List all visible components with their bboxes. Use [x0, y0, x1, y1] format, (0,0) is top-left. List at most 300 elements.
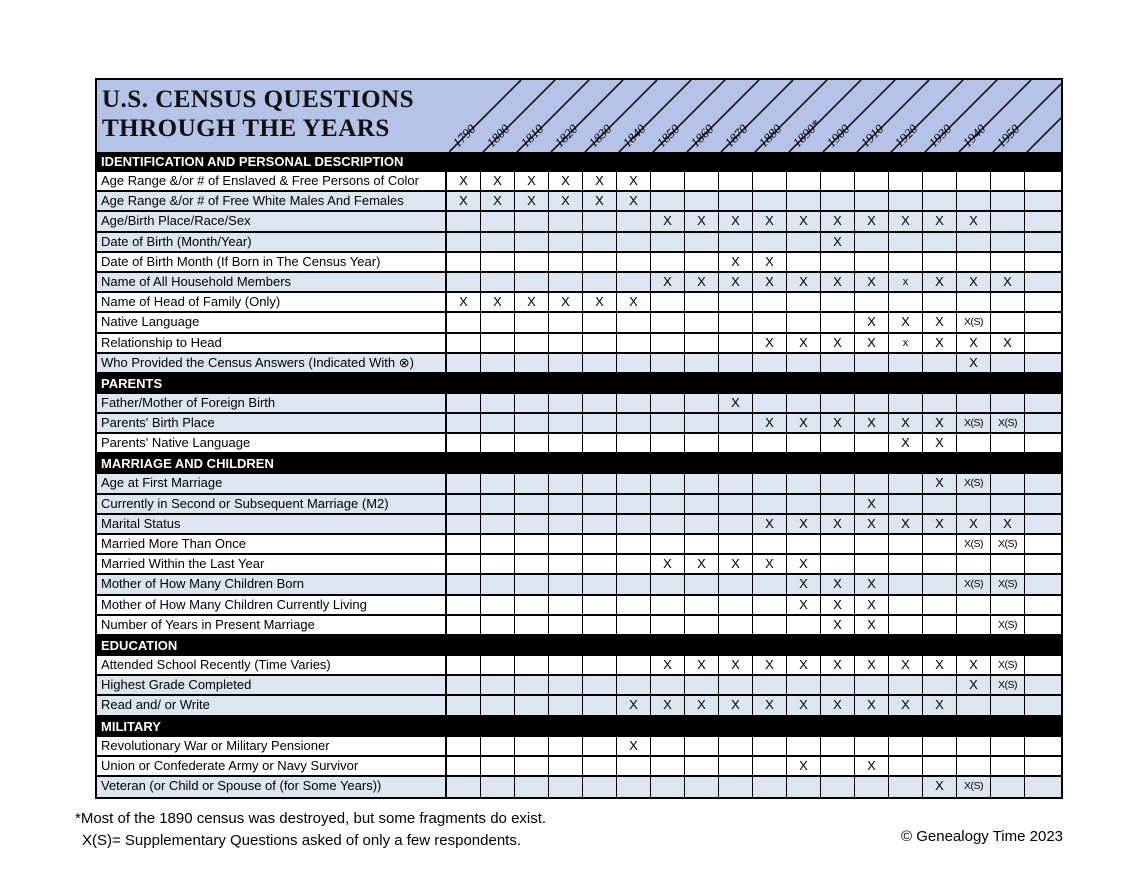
- year-label: 1800: [483, 121, 513, 151]
- empty-cell: [617, 434, 651, 452]
- mark-cell: X: [685, 696, 719, 714]
- mark-cell: X: [889, 313, 923, 331]
- empty-cell: [685, 334, 719, 352]
- empty-cell: [685, 495, 719, 513]
- mark-cell: X(S): [957, 575, 991, 593]
- empty-cell: [821, 535, 855, 553]
- empty-cell: [515, 273, 549, 291]
- empty-cell: [549, 596, 583, 614]
- empty-cell: [583, 212, 617, 230]
- mark-cell: X: [787, 334, 821, 352]
- empty-cell: [1025, 334, 1061, 352]
- empty-cell: [583, 495, 617, 513]
- mark-cell: X(S): [991, 575, 1025, 593]
- empty-cell: [1025, 757, 1061, 775]
- empty-cell: [855, 474, 889, 492]
- empty-cell: [855, 777, 889, 797]
- mark-cell: X(S): [991, 616, 1025, 634]
- table-row: [97, 172, 1061, 192]
- empty-cell: [753, 434, 787, 452]
- empty-cell: [753, 474, 787, 492]
- empty-cell: [1025, 414, 1061, 432]
- empty-cell: [1025, 212, 1061, 230]
- mark-cell: X: [889, 212, 923, 230]
- empty-cell: [447, 696, 481, 714]
- row-label: Native Language: [97, 313, 447, 331]
- empty-cell: [685, 616, 719, 634]
- empty-cell: [651, 354, 685, 372]
- empty-cell: [923, 535, 957, 553]
- section-header: IDENTIFICATION AND PERSONAL DESCRIPTION: [97, 152, 1061, 172]
- empty-cell: [753, 575, 787, 593]
- empty-cell: [651, 515, 685, 533]
- year-label: 1840: [619, 121, 649, 151]
- empty-cell: [583, 233, 617, 251]
- mark-cell: X: [753, 515, 787, 533]
- empty-cell: [923, 575, 957, 593]
- table-row: [97, 515, 1061, 535]
- empty-cell: [957, 394, 991, 412]
- mark-cell: X(S): [991, 535, 1025, 553]
- empty-cell: [447, 394, 481, 412]
- section-header: MARRIAGE AND CHILDREN: [97, 454, 1061, 474]
- mark-cell: X: [515, 192, 549, 210]
- diagonal-divider: [1027, 80, 1061, 152]
- empty-cell: [957, 495, 991, 513]
- footnote-supplementary: X(S)= Supplementary Questions asked of only a few respondents.: [82, 832, 521, 849]
- mark-cell: X(S): [957, 313, 991, 331]
- empty-cell: [821, 394, 855, 412]
- empty-cell: [1025, 233, 1061, 251]
- empty-cell: [787, 474, 821, 492]
- empty-cell: [719, 515, 753, 533]
- empty-cell: [617, 253, 651, 271]
- empty-cell: [549, 535, 583, 553]
- empty-cell: [787, 293, 821, 311]
- empty-cell: [515, 334, 549, 352]
- mark-cell: X(S): [991, 414, 1025, 432]
- mark-cell: X: [753, 414, 787, 432]
- mark-cell: X: [685, 273, 719, 291]
- mark-cell: X: [787, 575, 821, 593]
- empty-cell: [753, 737, 787, 755]
- empty-cell: [617, 757, 651, 775]
- empty-cell: [447, 676, 481, 694]
- empty-cell: [753, 535, 787, 553]
- empty-cell: [889, 474, 923, 492]
- empty-cell: [651, 535, 685, 553]
- empty-cell: [821, 253, 855, 271]
- empty-cell: [787, 434, 821, 452]
- empty-cell: [923, 394, 957, 412]
- mark-cell: X(S): [991, 656, 1025, 674]
- empty-cell: [651, 313, 685, 331]
- empty-cell: [821, 192, 855, 210]
- empty-cell: [549, 233, 583, 251]
- year-label: 1890*: [789, 116, 824, 151]
- empty-cell: [447, 616, 481, 634]
- mark-cell: X: [821, 273, 855, 291]
- mark-cell: X: [549, 293, 583, 311]
- empty-cell: [583, 696, 617, 714]
- section-header: MILITARY: [97, 717, 1061, 737]
- row-label: Relationship to Head: [97, 334, 447, 352]
- table-row: [97, 354, 1061, 374]
- row-label: Age Range &/or # of Enslaved & Free Persons of Color: [97, 172, 447, 190]
- empty-cell: [1025, 253, 1061, 271]
- mark-cell: X: [447, 192, 481, 210]
- mark-cell: X: [685, 212, 719, 230]
- empty-cell: [991, 233, 1025, 251]
- empty-cell: [821, 293, 855, 311]
- empty-cell: [821, 676, 855, 694]
- empty-cell: [923, 495, 957, 513]
- empty-cell: [481, 777, 515, 797]
- empty-cell: [685, 253, 719, 271]
- year-label: 1880: [755, 121, 785, 151]
- empty-cell: [481, 434, 515, 452]
- empty-cell: [889, 575, 923, 593]
- table-row: [97, 273, 1061, 293]
- empty-cell: [753, 777, 787, 797]
- empty-cell: [481, 394, 515, 412]
- empty-cell: [685, 535, 719, 553]
- empty-cell: [481, 696, 515, 714]
- table-row: [97, 212, 1061, 232]
- empty-cell: [1025, 172, 1061, 190]
- empty-cell: [787, 535, 821, 553]
- year-label: 1810: [517, 121, 547, 151]
- empty-cell: [957, 293, 991, 311]
- empty-cell: [515, 474, 549, 492]
- empty-cell: [889, 757, 923, 775]
- empty-cell: [855, 555, 889, 573]
- empty-cell: [1025, 696, 1061, 714]
- mark-cell: X: [787, 696, 821, 714]
- empty-cell: [787, 172, 821, 190]
- empty-cell: [515, 394, 549, 412]
- empty-cell: [583, 354, 617, 372]
- mark-cell: X: [923, 313, 957, 331]
- empty-cell: [583, 273, 617, 291]
- empty-cell: [719, 495, 753, 513]
- empty-cell: [515, 616, 549, 634]
- empty-cell: [583, 777, 617, 797]
- empty-cell: [719, 575, 753, 593]
- empty-cell: [889, 676, 923, 694]
- mark-cell: X: [923, 273, 957, 291]
- empty-cell: [549, 273, 583, 291]
- mark-cell: X: [787, 414, 821, 432]
- mark-cell: X: [923, 414, 957, 432]
- mark-cell: X: [855, 334, 889, 352]
- mark-cell: X: [651, 212, 685, 230]
- mark-cell: X: [753, 212, 787, 230]
- empty-cell: [617, 414, 651, 432]
- mark-cell: X: [719, 273, 753, 291]
- empty-cell: [583, 676, 617, 694]
- empty-cell: [515, 737, 549, 755]
- mark-cell: X: [855, 212, 889, 230]
- empty-cell: [617, 354, 651, 372]
- table-header: [97, 80, 1061, 152]
- empty-cell: [583, 575, 617, 593]
- empty-cell: [889, 555, 923, 573]
- empty-cell: [719, 757, 753, 775]
- empty-cell: [1025, 434, 1061, 452]
- empty-cell: [821, 172, 855, 190]
- empty-cell: [889, 535, 923, 553]
- empty-cell: [447, 757, 481, 775]
- empty-cell: [957, 172, 991, 190]
- mark-cell: X: [821, 575, 855, 593]
- table-row: [97, 696, 1061, 716]
- empty-cell: [549, 253, 583, 271]
- mark-cell: X: [855, 515, 889, 533]
- empty-cell: [889, 172, 923, 190]
- empty-cell: [753, 293, 787, 311]
- empty-cell: [1025, 313, 1061, 331]
- mark-cell: X(S): [957, 474, 991, 492]
- empty-cell: [685, 596, 719, 614]
- mark-cell: X: [855, 757, 889, 775]
- empty-cell: [1025, 575, 1061, 593]
- mark-cell: X: [855, 596, 889, 614]
- empty-cell: [1025, 515, 1061, 533]
- row-label: Age/Birth Place/Race/Sex: [97, 212, 447, 230]
- empty-cell: [685, 737, 719, 755]
- empty-cell: [481, 334, 515, 352]
- empty-cell: [957, 233, 991, 251]
- mark-cell: X: [753, 656, 787, 674]
- empty-cell: [889, 777, 923, 797]
- empty-cell: [447, 737, 481, 755]
- empty-cell: [923, 233, 957, 251]
- empty-cell: [617, 656, 651, 674]
- empty-cell: [991, 495, 1025, 513]
- mark-cell: X: [753, 696, 787, 714]
- mark-cell: X: [957, 676, 991, 694]
- empty-cell: [617, 515, 651, 533]
- empty-cell: [753, 192, 787, 210]
- empty-cell: [481, 575, 515, 593]
- empty-cell: [991, 596, 1025, 614]
- empty-cell: [617, 334, 651, 352]
- mark-cell: X: [957, 515, 991, 533]
- empty-cell: [549, 515, 583, 533]
- table-row: [97, 434, 1061, 454]
- empty-cell: [821, 474, 855, 492]
- table-row: [97, 495, 1061, 515]
- empty-cell: [685, 474, 719, 492]
- empty-cell: [515, 414, 549, 432]
- table-row: [97, 233, 1061, 253]
- empty-cell: [515, 555, 549, 573]
- empty-cell: [447, 535, 481, 553]
- empty-cell: [685, 515, 719, 533]
- row-label: Marital Status: [97, 515, 447, 533]
- empty-cell: [923, 192, 957, 210]
- empty-cell: [447, 253, 481, 271]
- empty-cell: [515, 777, 549, 797]
- empty-cell: [583, 555, 617, 573]
- row-label: Highest Grade Completed: [97, 676, 447, 694]
- empty-cell: [447, 313, 481, 331]
- empty-cell: [957, 696, 991, 714]
- empty-cell: [447, 656, 481, 674]
- empty-cell: [549, 616, 583, 634]
- mark-cell: X: [753, 555, 787, 573]
- mark-cell: X: [821, 212, 855, 230]
- empty-cell: [821, 495, 855, 513]
- table-row: [97, 777, 1061, 797]
- empty-cell: [1025, 777, 1061, 797]
- row-label: Read and/ or Write: [97, 696, 447, 714]
- empty-cell: [685, 394, 719, 412]
- empty-cell: [685, 676, 719, 694]
- empty-cell: [1025, 474, 1061, 492]
- year-label: 1910: [857, 121, 887, 151]
- year-label: 1920: [891, 121, 921, 151]
- title-line-1: U.S. CENSUS QUESTIONS: [102, 86, 414, 113]
- empty-cell: [549, 696, 583, 714]
- empty-cell: [549, 434, 583, 452]
- empty-cell: [719, 354, 753, 372]
- empty-cell: [515, 757, 549, 775]
- empty-cell: [991, 555, 1025, 573]
- year-label: 1860: [687, 121, 717, 151]
- empty-cell: [719, 293, 753, 311]
- empty-cell: [787, 495, 821, 513]
- empty-cell: [1025, 192, 1061, 210]
- row-label: Parents' Native Language: [97, 434, 447, 452]
- empty-cell: [889, 596, 923, 614]
- empty-cell: [923, 253, 957, 271]
- year-label: 1940: [959, 121, 989, 151]
- mark-cell: X: [617, 172, 651, 190]
- empty-cell: [753, 757, 787, 775]
- mark-cell: X: [889, 696, 923, 714]
- empty-cell: [515, 212, 549, 230]
- empty-cell: [685, 354, 719, 372]
- empty-cell: [549, 676, 583, 694]
- table-title: [97, 80, 449, 152]
- mark-cell: X: [889, 656, 923, 674]
- row-label: Mother of How Many Children Currently Living: [97, 596, 447, 614]
- mark-cell: X: [787, 212, 821, 230]
- year-label: 1790: [449, 121, 479, 151]
- empty-cell: [1025, 737, 1061, 755]
- mark-cell: X: [549, 172, 583, 190]
- mark-cell: X: [481, 192, 515, 210]
- mark-cell: X(S): [957, 535, 991, 553]
- section-header: PARENTS: [97, 374, 1061, 394]
- empty-cell: [583, 596, 617, 614]
- row-label: Veteran (or Child or Spouse of (for Some Years)): [97, 777, 447, 797]
- table-row: [97, 676, 1061, 696]
- empty-cell: [481, 515, 515, 533]
- empty-cell: [821, 434, 855, 452]
- empty-cell: [447, 212, 481, 230]
- empty-cell: [481, 474, 515, 492]
- empty-cell: [855, 676, 889, 694]
- empty-cell: [923, 293, 957, 311]
- empty-cell: [787, 616, 821, 634]
- empty-cell: [753, 596, 787, 614]
- empty-cell: [685, 172, 719, 190]
- year-label: 1950: [993, 121, 1023, 151]
- empty-cell: [991, 293, 1025, 311]
- empty-cell: [991, 354, 1025, 372]
- table-row: [97, 535, 1061, 555]
- empty-cell: [753, 313, 787, 331]
- empty-cell: [549, 737, 583, 755]
- empty-cell: [821, 555, 855, 573]
- empty-cell: [991, 172, 1025, 190]
- year-label: 1850: [653, 121, 683, 151]
- mark-cell: X: [685, 555, 719, 573]
- table-row: [97, 253, 1061, 273]
- empty-cell: [447, 596, 481, 614]
- year-label: 1830: [585, 121, 615, 151]
- row-label: Name of Head of Family (Only): [97, 293, 447, 311]
- empty-cell: [447, 354, 481, 372]
- table-body: [97, 152, 1061, 797]
- mark-cell: X: [515, 293, 549, 311]
- footnote-1890: *Most of the 1890 census was destroyed, but some fragments do exist.: [75, 810, 547, 827]
- empty-cell: [753, 495, 787, 513]
- empty-cell: [957, 757, 991, 775]
- row-label: Revolutionary War or Military Pensioner: [97, 737, 447, 755]
- mark-cell: X: [855, 414, 889, 432]
- empty-cell: [549, 212, 583, 230]
- mark-cell: X: [821, 616, 855, 634]
- empty-cell: [1025, 273, 1061, 291]
- table-row: [97, 313, 1061, 333]
- empty-cell: [617, 233, 651, 251]
- empty-cell: [583, 757, 617, 775]
- empty-cell: [549, 575, 583, 593]
- mark-cell: X: [923, 696, 957, 714]
- empty-cell: [447, 414, 481, 432]
- empty-cell: [583, 434, 617, 452]
- mark-cell: X: [855, 656, 889, 674]
- empty-cell: [719, 313, 753, 331]
- credit-line: © Genealogy Time 2023: [901, 828, 1063, 845]
- mark-cell: X: [753, 253, 787, 271]
- empty-cell: [447, 434, 481, 452]
- mark-cell: X: [923, 656, 957, 674]
- empty-cell: [923, 596, 957, 614]
- empty-cell: [515, 313, 549, 331]
- empty-cell: [753, 394, 787, 412]
- mark-cell: X: [549, 192, 583, 210]
- mark-cell: X: [821, 656, 855, 674]
- table-row: [97, 596, 1061, 616]
- empty-cell: [583, 334, 617, 352]
- empty-cell: [447, 575, 481, 593]
- empty-cell: [991, 474, 1025, 492]
- empty-cell: [651, 172, 685, 190]
- empty-cell: [719, 414, 753, 432]
- empty-cell: [583, 616, 617, 634]
- mark-cell: X: [719, 394, 753, 412]
- empty-cell: [821, 313, 855, 331]
- empty-cell: [719, 535, 753, 553]
- mark-cell: X: [957, 354, 991, 372]
- empty-cell: [855, 394, 889, 412]
- title-line-2: THROUGH THE YEARS: [102, 115, 390, 142]
